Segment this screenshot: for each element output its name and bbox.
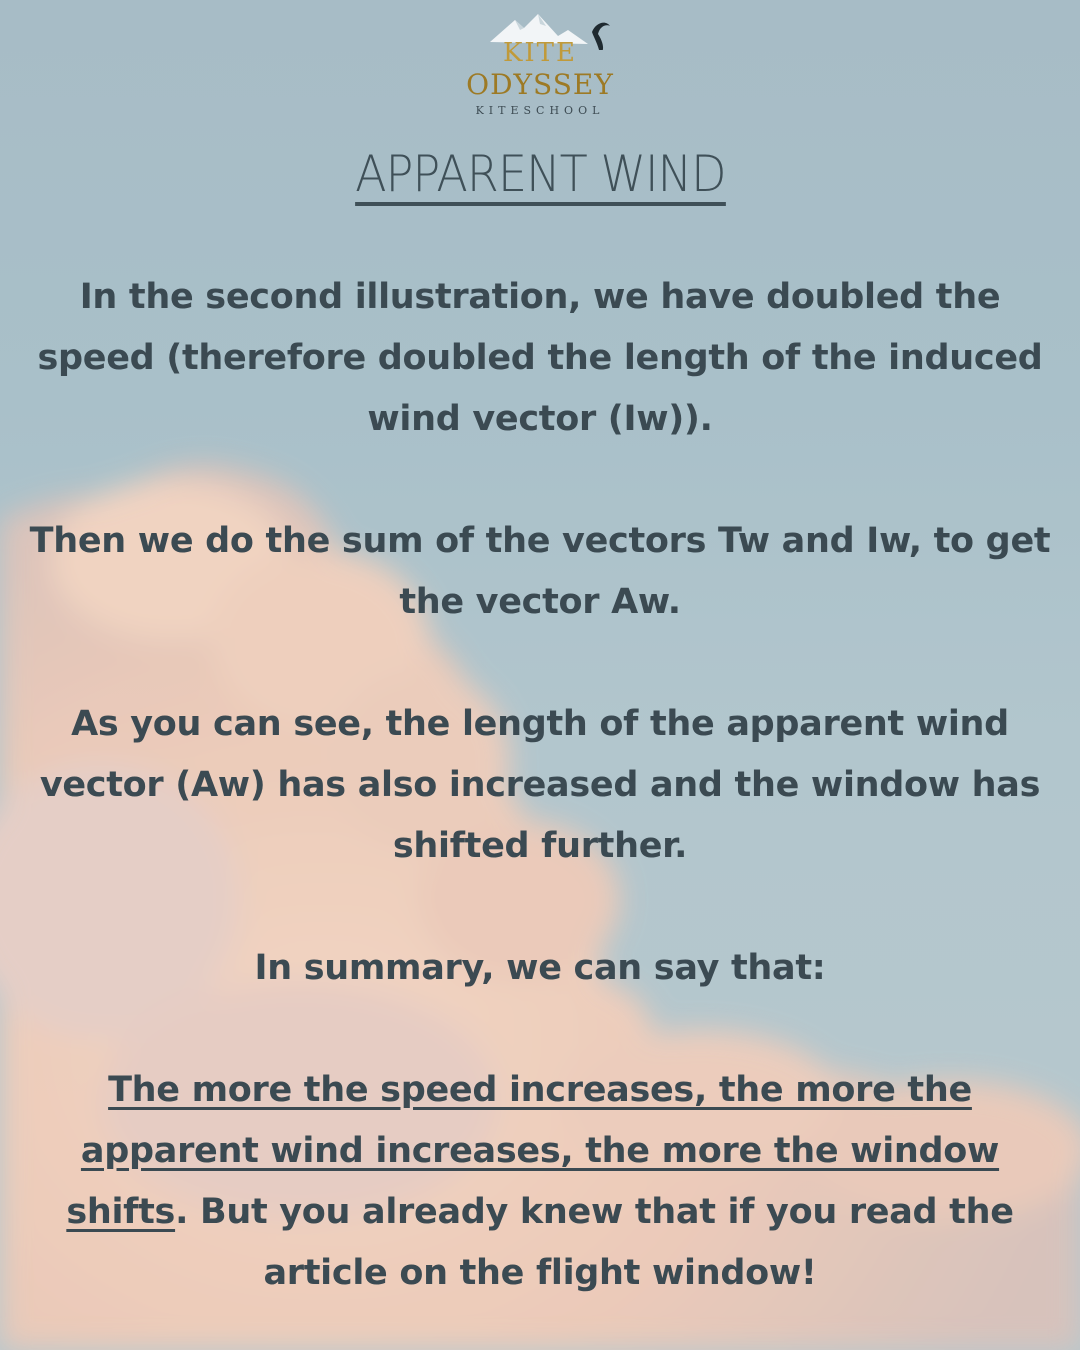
paragraph-summary-intro: In summary, we can say that: [254, 948, 826, 988]
summary-rest: . But you already knew that if you read the article on the flight window! [175, 1192, 1014, 1293]
paragraph-apparent-wind-increase: As you can see, the length of the apparent wind vector (Aw) has also increased and the window has shifted further. [39, 704, 1041, 866]
logo-text-kite: KITE [502, 38, 577, 68]
paragraph-second-illustration: In the second illustration, we have doubled the speed (therefore doubled the length of the induced wind vector (Iw)). [37, 277, 1043, 439]
logo-text-kiteschool: KITESCHOOL [475, 104, 605, 117]
paragraph-summary [20, 1060, 1060, 1304]
page-title-wrapper [0, 146, 1080, 206]
page-title: APPARENT WIND [355, 146, 726, 206]
kite-odyssey-logo [460, 10, 620, 122]
logo-text-odyssey: ODYSSEY [466, 68, 614, 101]
paragraph-vector-sum: Then we do the sum of the vectors Tw and Iw, to get the vector Aw. [29, 521, 1051, 622]
summary-emphasis: The more the speed increases, the more the apparent wind increases, the more the window shifts [66, 1070, 1000, 1232]
